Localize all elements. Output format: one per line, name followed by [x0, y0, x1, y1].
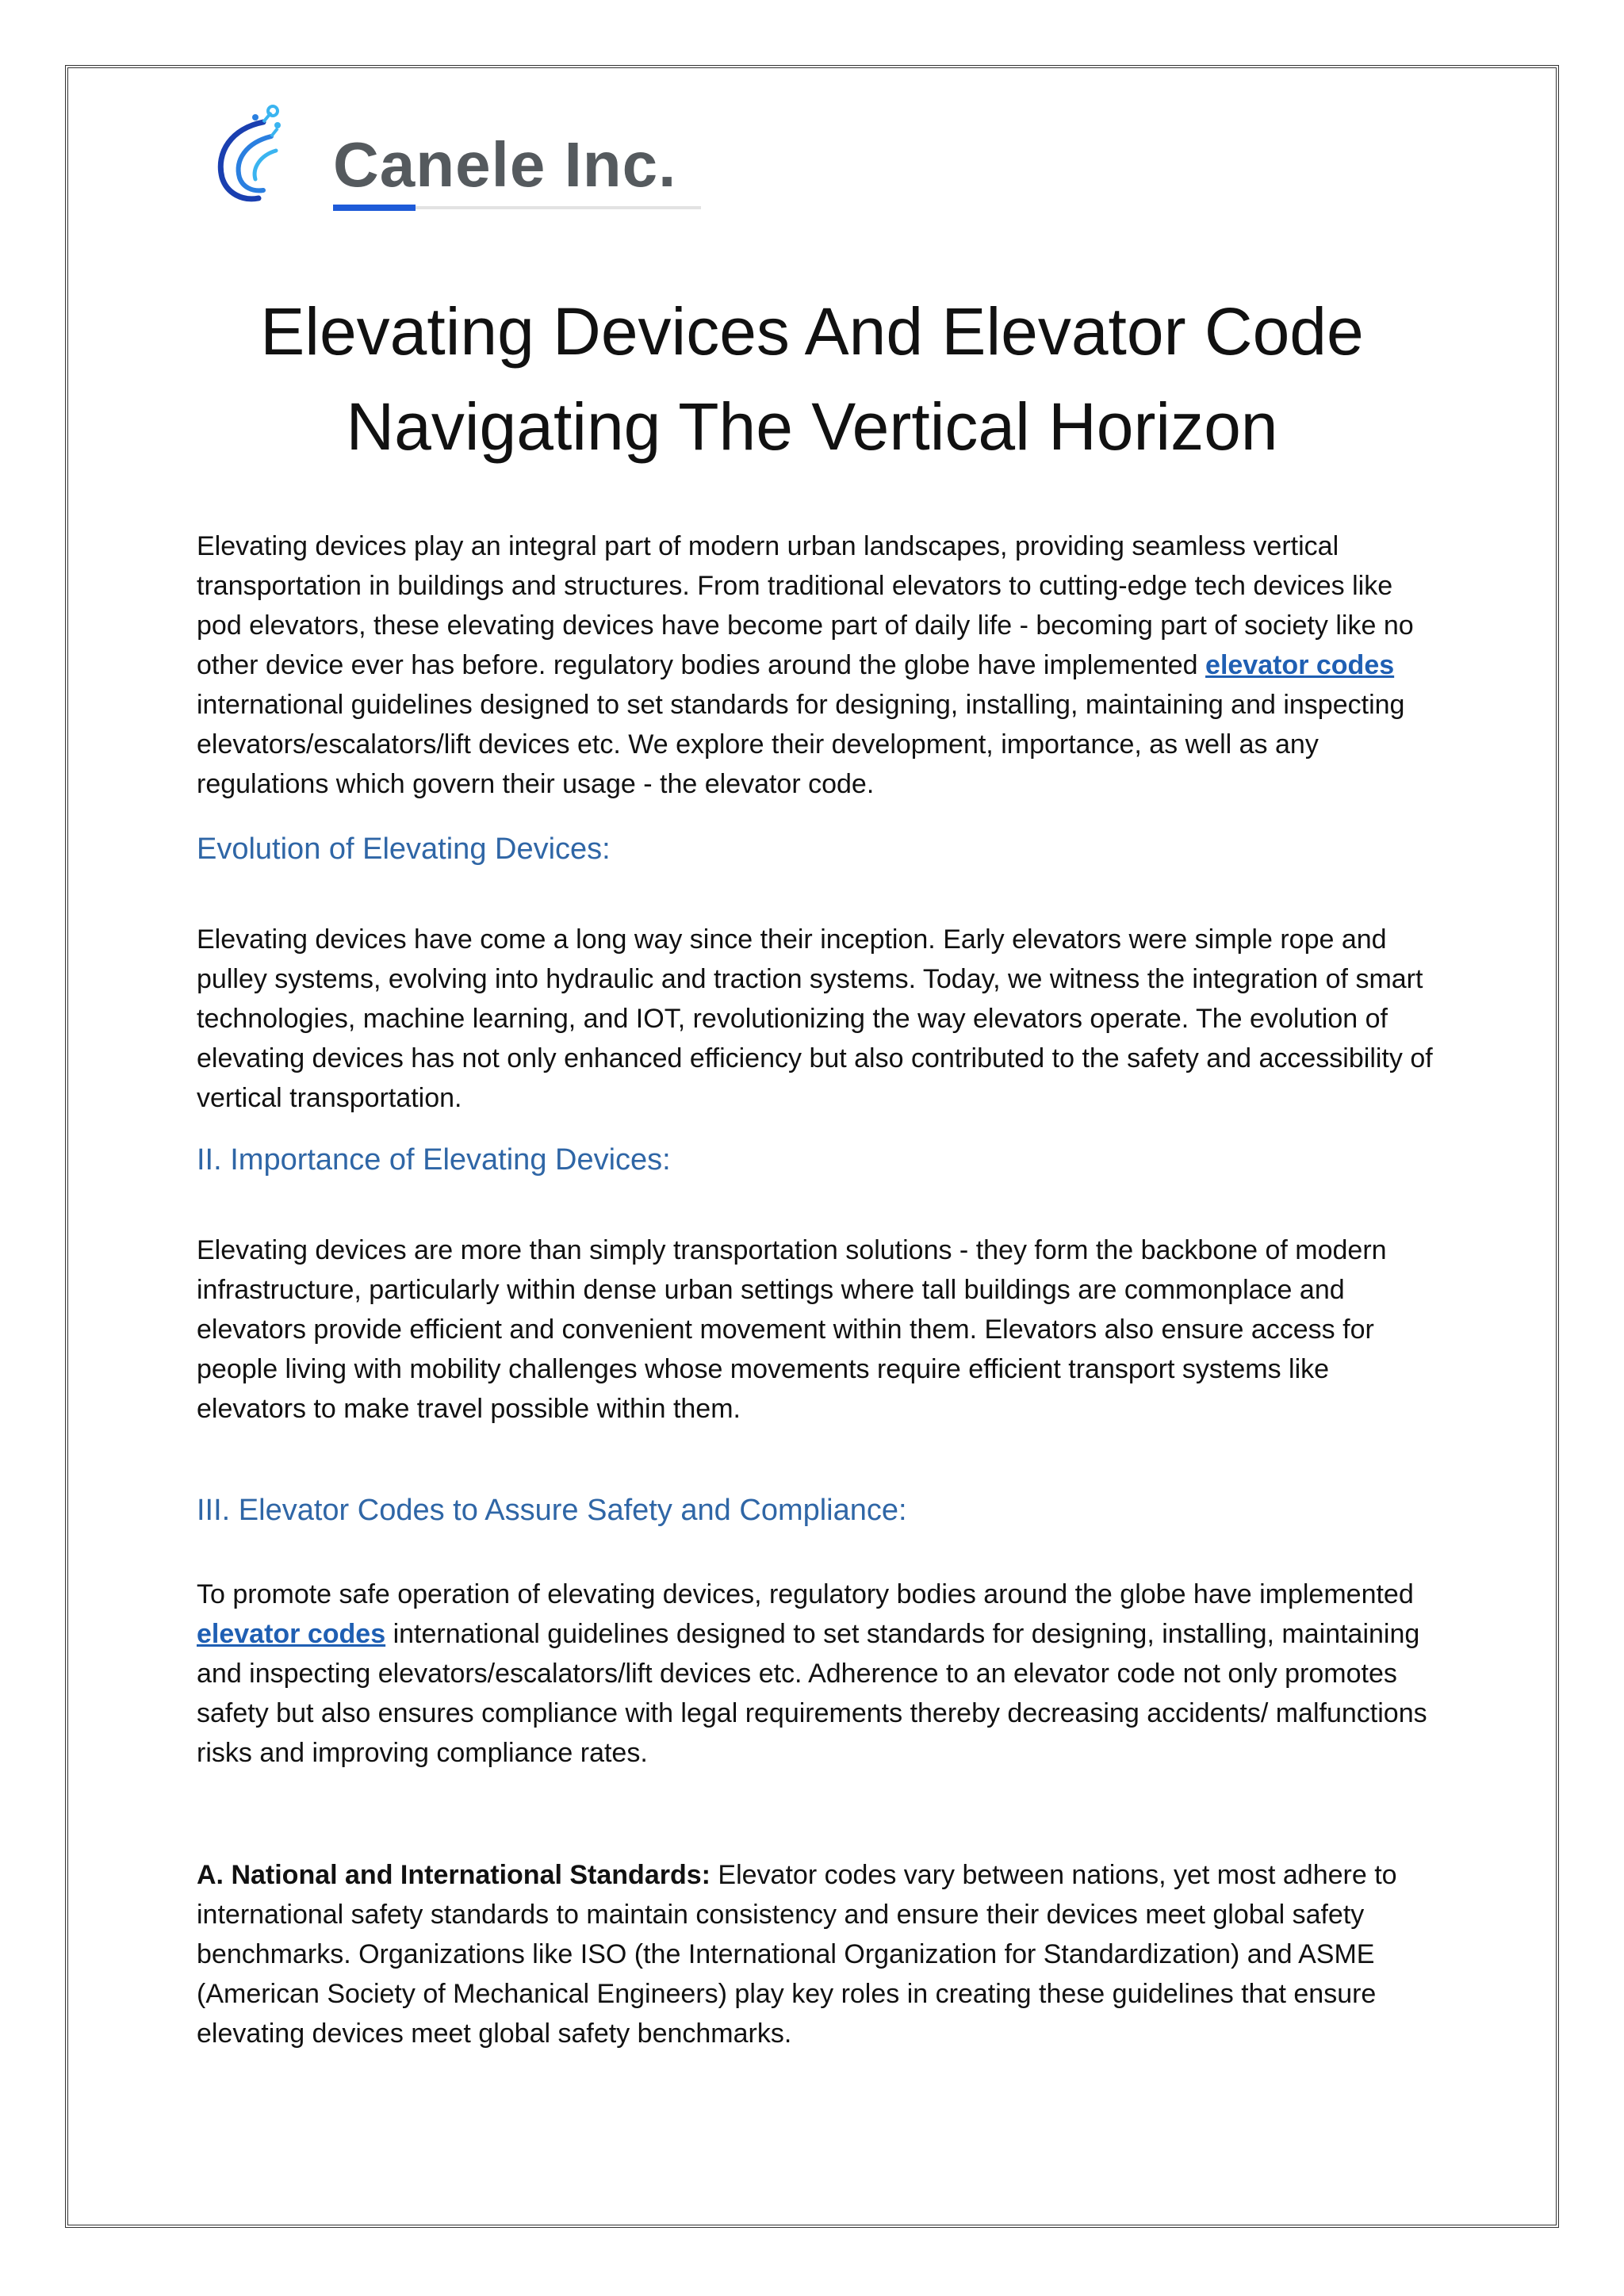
title-line-1: Elevating Devices And Elevator Code	[260, 294, 1364, 369]
circuit-swirl-icon	[208, 105, 281, 208]
standards-label: A. National and International Standards:	[197, 1860, 710, 1890]
elevator-codes-link[interactable]: elevator codes	[1205, 650, 1395, 680]
evolution-paragraph: Elevating devices have come a long way since their inception. Early elevators were simple rope and pulley systems, evolving into hydraulic and traction systems. Today, we witness the integration of smart technologies, machine learning, and IOT, revolutionizing the way elevators operate. The evolution of elevating devices has not only enhanced efficiency but also contributed to the safety and accessibility of vertical transportation.	[197, 924, 1433, 1113]
logo-underline-accent	[333, 205, 416, 211]
intro-paragraph: Elevating devices play an integral part of modern urban landscapes, providing seamless vertical transportation in buildings and structures. From traditional elevators to cutting-edge tech devices like pod elevators, these elevating devices have become part of daily life - becoming part of society like no other device ever has before. regulatory bodies around the globe have implemented elevator codes international guidelines designed to set standards for designing, installing, maintaining and inspecting elevators/escalators/lift devices etc. We explore their development, importance, as well as any regulations which govern their usage - the elevator code.	[197, 531, 1414, 799]
company-name: Canele Inc.	[333, 129, 677, 200]
importance-paragraph: Elevating devices are more than simply transportation solutions - they form the backbone of modern infrastructure, particularly within dense urban settings where tall buildings are commonplace and elevators provide efficient and convenient movement within them. Elevators also ensure access for people living with mobility challenges whose movements require efficient transport systems like elevators to make travel possible within them.	[197, 1235, 1387, 1424]
standards-paragraph: A. National and International Standards: Elevator codes vary between nations, yet most adhere to international safety standards to maintain consistency and ensure their devices meet global safety benchmarks. Organizations like ISO (the International Organization for Standardization) and ASME (American Society of Mechanical Engineers) play key roles in creating these guidelines that ensure elevating devices meet global safety benchmarks.	[197, 1860, 1397, 2049]
page-title	[143, 284, 1481, 474]
importance-heading: II. Importance of Elevating Devices:	[197, 1143, 671, 1177]
codes-heading: III. Elevator Codes to Assure Safety and Compliance:	[197, 1494, 907, 1527]
logo-underline	[416, 206, 701, 209]
company-logo	[208, 105, 715, 216]
evolution-heading: Evolution of Elevating Devices:	[197, 832, 611, 866]
elevator-codes-link-2[interactable]: elevator codes	[197, 1619, 386, 1649]
codes-paragraph: To promote safe operation of elevating devices, regulatory bodies around the globe have implemented elevator codes international guidelines designed to set standards for designing, installing, maintaining and inspecting elevators/escalators/lift devices etc. Adherence to an elevator code not only promotes safety but also ensures compliance with legal requirements thereby decreasing accidents/ malfunctions risks and improving compliance rates.	[197, 1579, 1427, 1768]
title-line-2: Navigating The Vertical Horizon	[346, 389, 1278, 464]
